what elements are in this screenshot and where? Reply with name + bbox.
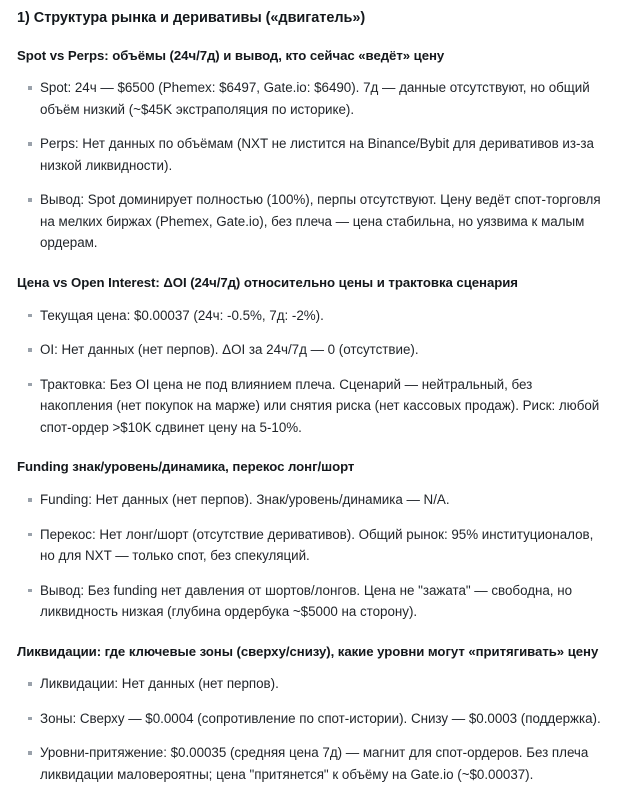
section-liquidations — [17, 643, 610, 785]
list-item: Вывод: Spot доминирует полностью (100%), перпы отсутствуют. Цену ведёт спот-торговля на мелких биржах (Phemex, Gate.io), без плеча — цена стабильна, но уязвима к малым ордерам. — [17, 189, 602, 254]
list-item: Текущая цена: $0.00037 (24ч: -0.5%, 7д: -2%). — [17, 305, 602, 327]
list-item: Perps: Нет данных по объёмам (NXT не листится на Binance/Bybit для деривативов из-за низкой ликвидности). — [17, 133, 602, 176]
section-body — [17, 305, 610, 439]
list-item: Ликвидации: Нет данных (нет перпов). — [17, 673, 602, 695]
section-spot-vs-perps — [17, 47, 610, 254]
list-item: Вывод: Без funding нет давления от шортов/лонгов. Цена не "зажата" — свободна, но ликвидность низкая (глубина ордербука ~$5000 на сторону). — [17, 580, 602, 623]
list-item: Funding: Нет данных (нет перпов). Знак/уровень/динамика — N/A. — [17, 489, 602, 511]
list-item: Перекос: Нет лонг/шорт (отсутствие деривативов). Общий рынок: 95% институционалов, но для NXT — только спот, без спекуляций. — [17, 524, 602, 567]
bullet-list — [17, 489, 602, 623]
section-body — [17, 77, 610, 254]
section-heading: Funding знак/уровень/динамика, перекос лонг/шорт — [17, 458, 610, 476]
section-heading: Spot vs Perps: объёмы (24ч/7д) и вывод, кто сейчас «ведёт» цену — [17, 47, 610, 65]
section-heading: Ликвидации: где ключевые зоны (сверху/снизу), какие уровни могут «притягивать» цену — [17, 643, 610, 661]
bullet-list — [17, 77, 602, 254]
section-price-vs-open-interest — [17, 274, 610, 438]
list-item: Зоны: Сверху — $0.0004 (сопротивление по спот-истории). Снизу — $0.0003 (поддержка). — [17, 708, 602, 730]
bullet-list — [17, 305, 602, 439]
section-body — [17, 489, 610, 623]
list-item: OI: Нет данных (нет перпов). ΔOI за 24ч/7д — 0 (отсутствие). — [17, 339, 602, 361]
page-title: 1) Структура рынка и деривативы («двигатель») — [17, 9, 610, 29]
list-item: Уровни-притяжение: $0.00035 (средняя цена 7д) — магнит для спот-ордеров. Без плеча ликвидации маловероятны; цена "притянется" к объёму на Gate.io (~$0.00037). — [17, 742, 602, 785]
list-item: Трактовка: Без OI цена не под влиянием плеча. Сценарий — нейтральный, без накопления (нет покупок на марже) или снятия риска (нет кассовых продаж). Риск: любой спот-ордер >$10K сдвинет цену на 5-10%. — [17, 374, 602, 439]
bullet-list — [17, 673, 602, 785]
section-heading: Цена vs Open Interest: ΔOI (24ч/7д) относительно цены и трактовка сценария — [17, 274, 610, 292]
section-funding — [17, 458, 610, 622]
list-item: Spot: 24ч — $6500 (Phemex: $6497, Gate.io: $6490). 7д — данные отсутствуют, но общий объём низкий (~$45K экстраполяция по историке). — [17, 77, 602, 120]
section-body — [17, 673, 610, 785]
